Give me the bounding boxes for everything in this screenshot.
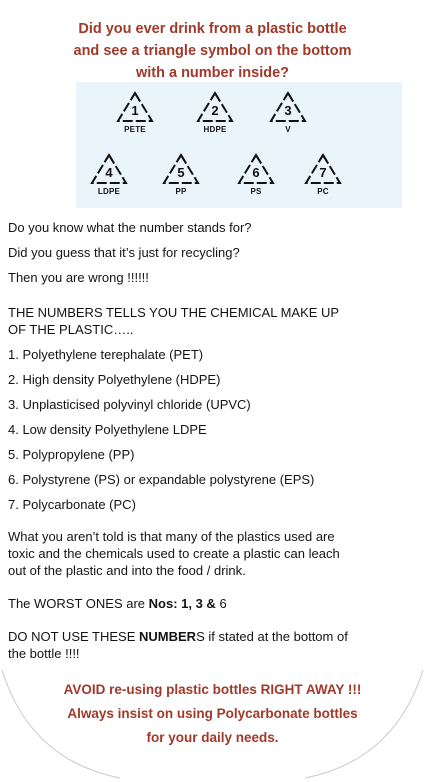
recycling-symbol-7 (298, 152, 348, 196)
caps-statement-line-2: OF THE PLASTIC….. (8, 322, 134, 337)
footer-line-3: for your daily needs. (146, 730, 279, 745)
warning-prefix: DO NOT USE THESE (8, 629, 139, 644)
plastic-list-item: 2. High density Polyethylene (HDPE) (8, 372, 221, 387)
plastic-list-item: 4. Low density Polyethylene LDPE (8, 422, 207, 437)
intro-question-2: Did you guess that it’s just for recycling? (8, 245, 240, 260)
warning-line-1 (8, 628, 418, 646)
headline-line-3: with a number inside? (135, 65, 290, 81)
symbol-code: HDPE (203, 125, 227, 134)
recycling-triangle-icon (236, 152, 276, 186)
symbol-code: PS (250, 187, 262, 196)
recycling-symbol-3 (263, 90, 313, 134)
recycling-triangle-icon (89, 152, 129, 186)
footer-line-2: Always insist on using Polycarbonate bottles (67, 706, 358, 721)
warning-line-2: the bottle !!!! (8, 646, 80, 661)
toxic-paragraph-line-1: What you aren’t told is that many of the plastics used are (8, 529, 335, 544)
headline (0, 18, 425, 84)
recycling-symbol-6 (231, 152, 281, 196)
symbol-number: 2 (211, 103, 219, 118)
worst-suffix: 6 (215, 596, 227, 611)
symbol-number: 3 (284, 103, 292, 118)
symbol-code: PP (175, 187, 187, 196)
toxic-paragraph-line-3: out of the plastic and into the food / drink. (8, 563, 246, 578)
headline-line-2: and see a triangle symbol on the bottom (73, 43, 352, 59)
symbol-code: LDPE (97, 187, 121, 196)
recycling-symbols-panel (76, 82, 402, 208)
symbol-code: PC (317, 187, 329, 196)
symbol-number: 4 (105, 165, 113, 180)
recycling-symbol-1 (110, 90, 160, 134)
recycling-triangle-icon (115, 90, 155, 124)
footer-line-1: AVOID re-using plastic bottles RIGHT AWAY !!! (63, 682, 362, 697)
caps-statement-line-1: THE NUMBERS TELLS YOU THE CHEMICAL MAKE UP (8, 305, 340, 320)
warning-bold: NUMBER (139, 629, 197, 644)
recycling-triangle-icon (161, 152, 201, 186)
toxic-paragraph-line-2: toxic and the chemicals used to create a plastic can leach (8, 546, 340, 561)
recycling-symbol-4 (84, 152, 134, 196)
symbol-code: V (285, 125, 291, 134)
symbol-number: 5 (177, 165, 185, 180)
plastic-list-item: 3. Unplasticised polyvinyl chloride (UPVC) (8, 397, 251, 412)
recycling-symbol-2 (190, 90, 240, 134)
recycling-triangle-icon (268, 90, 308, 124)
worst-prefix: The WORST ONES are (8, 596, 149, 611)
intro-question-1: Do you know what the number stands for? (8, 220, 252, 235)
plastic-list-item: 7. Polycarbonate (PC) (8, 497, 136, 512)
symbol-number: 1 (131, 103, 139, 118)
worst-numbers (8, 595, 418, 613)
symbol-number: 7 (319, 165, 327, 180)
plastic-list-item: 1. Polyethylene terephalate (PET) (8, 347, 204, 362)
headline-line-1: Did you ever drink from a plastic bottle (78, 21, 347, 37)
plastic-list-item: 5. Polypropylene (PP) (8, 447, 135, 462)
worst-numbers-bold: Nos: 1, 3 & (148, 596, 216, 611)
footer (0, 678, 425, 750)
intro-statement: Then you are wrong !!!!!! (8, 270, 149, 285)
recycling-triangle-icon (303, 152, 343, 186)
plastic-list-item: 6. Polystyrene (PS) or expandable polystyrene (EPS) (8, 472, 315, 487)
recycling-triangle-icon (195, 90, 235, 124)
symbol-code: PETE (124, 125, 146, 134)
recycling-symbol-5 (156, 152, 206, 196)
symbol-number: 6 (252, 165, 260, 180)
warning-suffix: S if stated at the bottom of (196, 629, 348, 644)
